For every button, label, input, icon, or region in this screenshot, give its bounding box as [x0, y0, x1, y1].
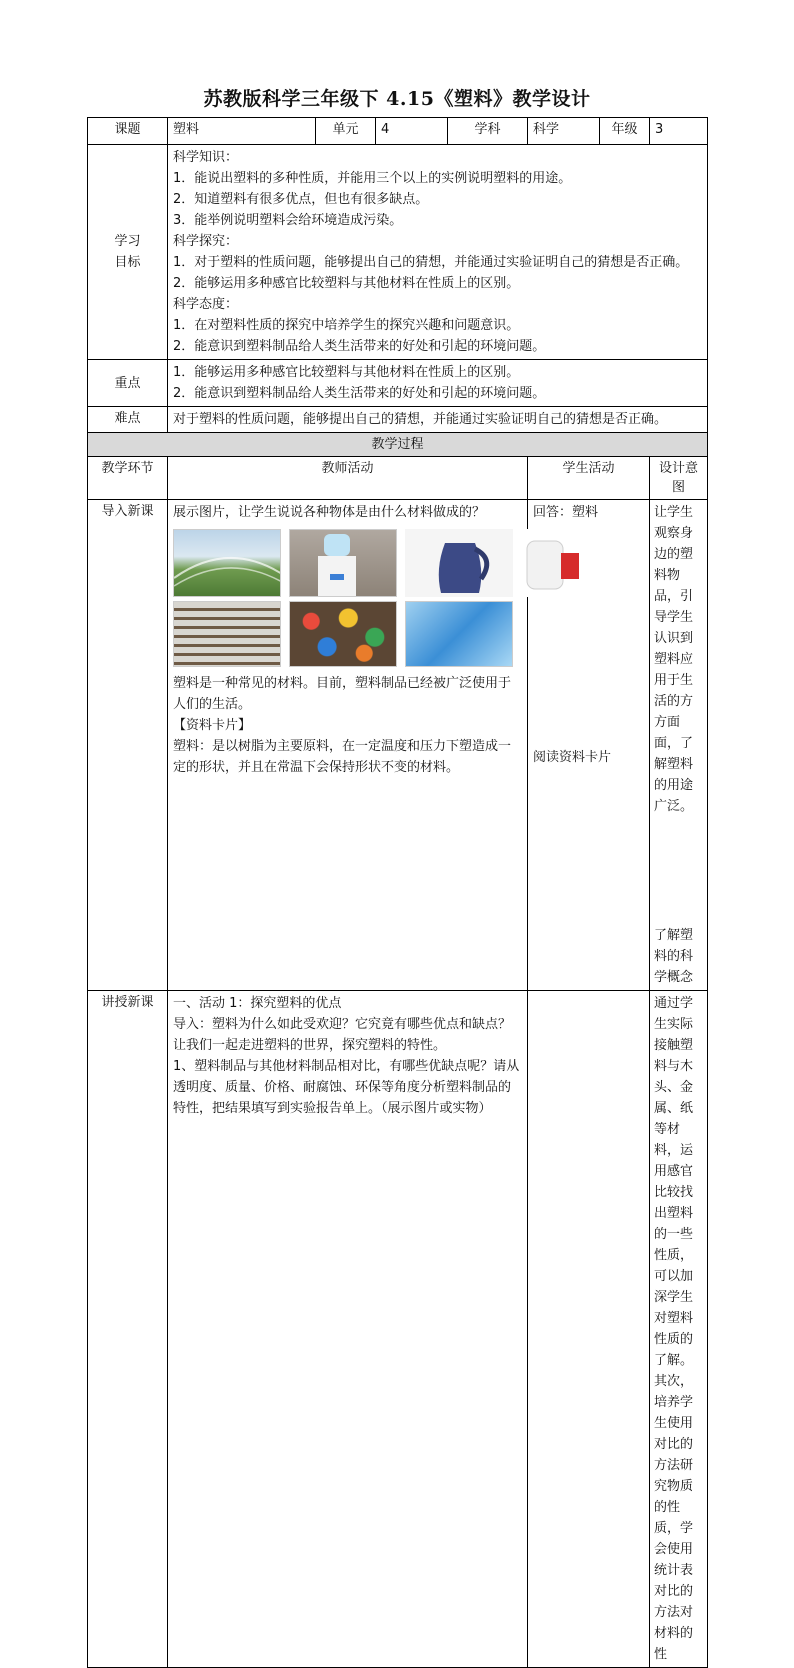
intro-row — [88, 500, 708, 991]
key-row — [88, 360, 708, 407]
card-title: 【资料卡片】 — [173, 718, 252, 733]
intro-text: 塑料是一种常见的材料。目前，塑料制品已经被广泛使用于人们的生活。 — [173, 676, 512, 712]
key-line: 1．能够运用多种感官比较塑料与其他材料在性质上的区别。 — [173, 365, 520, 380]
goals-line: 1．能说出塑料的多种性质，并能用三个以上的实例说明塑料的用途。 — [173, 171, 572, 186]
intro-teacher — [168, 500, 528, 991]
student-read: 阅读资料卡片 — [533, 750, 612, 765]
goals-row — [88, 145, 708, 360]
student-answer: 回答：塑料 — [533, 505, 599, 520]
goals-line: 1．对于塑料的性质问题，能够提出自己的猜想，并能通过实验证明自己的猜想是否正确。 — [173, 255, 689, 270]
key-label: 重点 — [88, 360, 168, 407]
new-lesson-teacher — [168, 991, 528, 1668]
intent-2: 了解塑料的科学概念 — [654, 928, 694, 985]
plastic-valve-image — [521, 529, 587, 597]
water-dispenser-image — [289, 529, 397, 597]
intro-intent — [650, 500, 708, 991]
process-heading-row — [88, 433, 708, 457]
goals-line: 2．能够运用多种感官比较塑料与其他材料在性质上的区别。 — [173, 276, 520, 291]
card-text: 塑料：是以树脂为主要原料，在一定温度和压力下塑造成一定的形状，并且在常温下会保持形状不变的材料。 — [173, 739, 512, 775]
farm-film-image — [173, 601, 281, 667]
goals-line: 科学知识： — [173, 150, 239, 165]
goals-line: 3．能举例说明塑料会给环境造成污染。 — [173, 213, 403, 228]
plastic-cups-image — [289, 601, 397, 667]
greenhouse-image — [173, 529, 281, 597]
subject-label: 学科 — [448, 118, 528, 145]
col-stage: 教学环节 — [88, 457, 168, 500]
grade-label: 年级 — [600, 118, 650, 145]
goals-line: 2．能意识到塑料制品给人类生活带来的好处和引起的环境问题。 — [173, 339, 546, 354]
goals-label — [88, 145, 168, 360]
new-lesson-intent-text: 通过学生实际接触塑料与木头、金属、纸等材料，运用感官比较找出塑料的一些性质，可以加深学生对塑料性质的了解。其次，培养学生使用对比的方法研究物质的性质，学会使用统计表对比的方法对材料的性 — [654, 996, 694, 1662]
difficulty-text: 对于塑料的性质问题，能够提出自己的猜想，并能通过实验证明自己的猜想是否正确。 — [173, 412, 668, 427]
goals-label-2: 目标 — [114, 255, 141, 270]
process-heading: 教学过程 — [88, 433, 708, 457]
col-student: 学生活动 — [528, 457, 650, 500]
activity-lead: 导入：塑料为什么如此受欢迎？它究竟有哪些优点和缺点？让我们一起走进塑料的世界，探究塑料的特性。 — [173, 1017, 512, 1053]
plastic-boxes-image — [405, 601, 513, 667]
new-lesson-stage: 讲授新课 — [88, 991, 168, 1668]
page-title: 苏教版科学三年级下 4.15《塑料》教学设计 — [203, 88, 591, 110]
goals-line: 1．在对塑料性质的探究中培养学生的探究兴趣和问题意识。 — [173, 318, 520, 333]
intro-stage: 导入新课 — [88, 500, 168, 991]
activity-task: 1、塑料制品与其他材料制品相对比，有哪些优缺点呢？请从透明度、质量、价格、耐腐蚀、环保等角度分析塑料制品的特性，把结果填写到实验报告单上。（展示图片或实物） — [173, 1059, 520, 1116]
new-lesson-row — [88, 991, 708, 1668]
col-intent: 设计意图 — [650, 457, 708, 500]
goals-label-1: 学习 — [114, 234, 141, 249]
topic-value: 塑料 — [168, 118, 316, 145]
activity-title: 一、活动 1：探究塑料的优点 — [173, 996, 342, 1011]
lesson-plan-table — [87, 117, 708, 1668]
difficulty-row — [88, 407, 708, 433]
key-line: 2．能意识到塑料制品给人类生活带来的好处和引起的环境问题。 — [173, 386, 546, 401]
kettle-image — [405, 529, 513, 597]
unit-value: 4 — [376, 118, 448, 145]
key-content — [168, 360, 708, 407]
topic-label: 课题 — [88, 118, 168, 145]
new-lesson-student — [528, 991, 650, 1668]
goals-line: 2．知道塑料有很多优点，但也有很多缺点。 — [173, 192, 429, 207]
intro-question: 展示图片，让学生说说各种物体是由什么材料做成的？ — [173, 505, 486, 520]
difficulty-content — [168, 407, 708, 433]
intent-1: 让学生观察身边的塑料物品，引导学生认识到塑料应用于生活的方方面面，了解塑料的用途广泛。 — [654, 505, 694, 814]
difficulty-label: 难点 — [88, 407, 168, 433]
intro-image-grid — [173, 529, 522, 667]
unit-label: 单元 — [316, 118, 376, 145]
process-columns-row — [88, 457, 708, 500]
goals-content — [168, 145, 708, 360]
grade-value: 3 — [650, 118, 708, 145]
new-lesson-intent — [650, 991, 708, 1668]
col-teacher: 教师活动 — [168, 457, 528, 500]
subject-value: 科学 — [528, 118, 600, 145]
goals-line: 科学探究： — [173, 234, 239, 249]
header-row — [88, 118, 708, 145]
goals-line: 科学态度： — [173, 297, 239, 312]
